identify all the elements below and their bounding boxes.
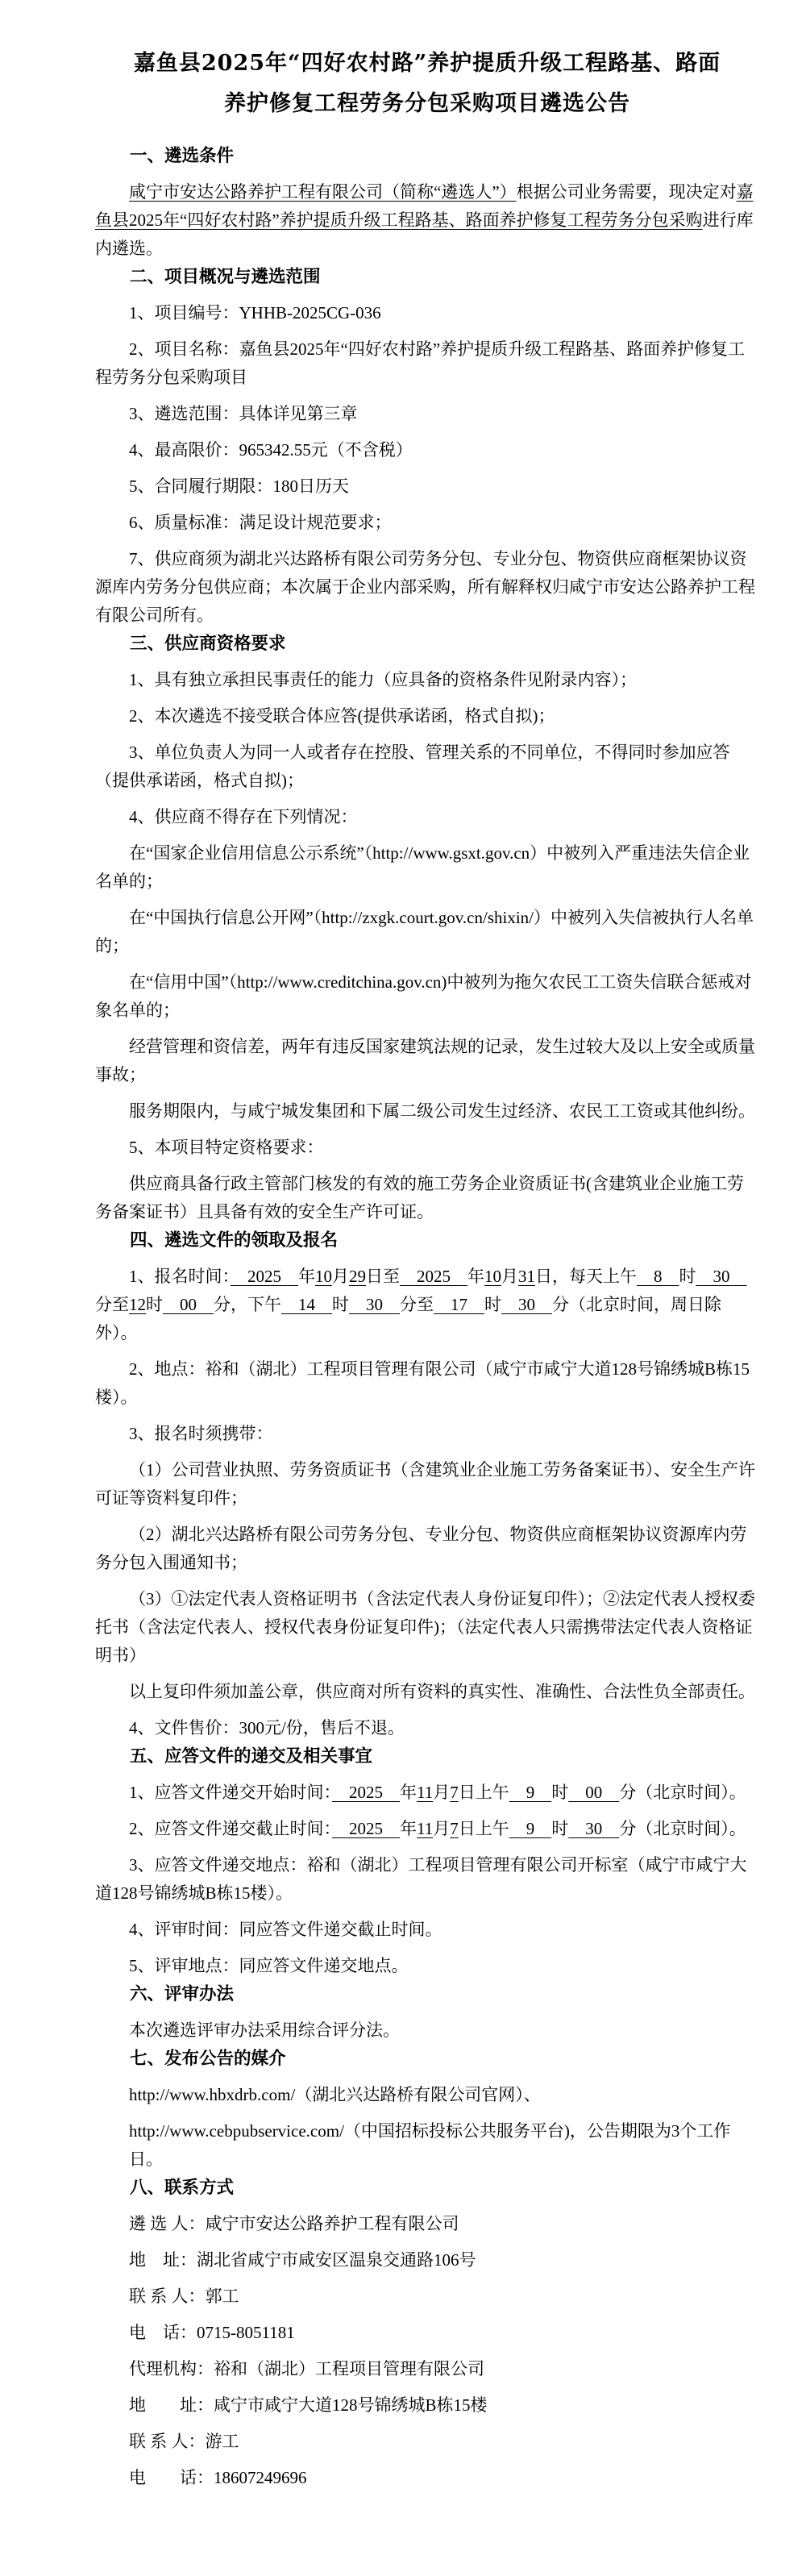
- paragraph: [95, 1355, 759, 1412]
- paragraph: [95, 2016, 759, 2045]
- text-segment: 5、评审地点：同应答文件递交地点。: [129, 1956, 409, 1975]
- paragraph: [95, 2464, 759, 2492]
- text-segment: 2、项目名称：嘉鱼县2025年“四好农村路”养护提质升级工程路基、路面养护修复工程劳务分包采购项目: [95, 339, 746, 387]
- underlined-text: 7: [450, 1783, 459, 1802]
- text-segment: 2、本次遴选不接受联合体应答(提供承诺函，格式自拟)；: [129, 706, 555, 726]
- underlined-text: 30: [568, 1819, 620, 1838]
- paragraph: [95, 1097, 759, 1126]
- text-segment: 日上午: [458, 1783, 509, 1802]
- paragraph: [95, 2428, 759, 2456]
- text-segment: 六、评审办法: [130, 1984, 235, 2004]
- text-segment: 电 话：18607249696: [129, 2468, 307, 2487]
- text-segment: 进行库内遴选。: [95, 210, 754, 258]
- text-segment: 4、供应商不得存在下列情况：: [129, 807, 358, 826]
- text-segment: http://www.cebpubservice.com/（中国招标投标公共服务平台)，公告期限为3个工作日。: [129, 2121, 731, 2169]
- paragraph: [95, 1263, 759, 1347]
- underlined-text: 31: [518, 1267, 535, 1286]
- underlined-text: 30: [501, 1295, 552, 1314]
- paragraph: [95, 839, 759, 896]
- text-segment: 遴 选 人：咸宁市安达公路养护工程有限公司: [129, 2214, 459, 2233]
- text-segment: 电 话：0715-8051181: [129, 2323, 295, 2342]
- paragraph: [129, 2117, 759, 2174]
- underlined-text: 9: [509, 1819, 552, 1838]
- underlined-text: 嘉鱼县2025年“四好农村路”养护提质升级工程路基、路面养护修复工程劳务分包采购: [95, 182, 754, 230]
- document-blocks: [95, 142, 759, 2492]
- underlined-text: 咸宁市安达公路养护工程有限公司（简称“遴选人”）: [129, 182, 517, 202]
- paragraph: [95, 1585, 759, 1670]
- paragraph: [95, 1714, 759, 1742]
- paragraph: [95, 2246, 759, 2274]
- text-segment: 分至: [95, 1295, 129, 1314]
- paragraph: [95, 2210, 759, 2238]
- paragraph: [95, 436, 759, 464]
- text-segment: 5、合同履行期限：180日历天: [129, 476, 349, 496]
- text-segment: 联 系 人：郭工: [129, 2287, 239, 2306]
- section-heading: [95, 2045, 759, 2073]
- underlined-text: 2025: [400, 1267, 467, 1286]
- text-segment: 时: [551, 1819, 569, 1838]
- paragraph: [95, 335, 759, 392]
- paragraph: [95, 1134, 759, 1162]
- text-segment: 日，每天上午: [535, 1267, 637, 1286]
- underlined-text: 14: [281, 1295, 332, 1314]
- section-heading: [95, 2174, 759, 2202]
- section-heading: [95, 1742, 759, 1771]
- paragraph: [95, 178, 759, 263]
- paragraph: [95, 2391, 759, 2420]
- text-segment: 三、供应商资格要求: [130, 634, 286, 654]
- text-segment: 2、应答文件递交截止时间：: [129, 1819, 332, 1838]
- underlined-text: 11: [417, 1819, 434, 1838]
- text-segment: 二、项目概况与遴选范围: [130, 267, 321, 287]
- text-segment: 服务期限内，与咸宁城发集团和下属二级公司发生过经济、农民工工资或其他纠纷。: [129, 1101, 755, 1121]
- text-segment: 五、应答文件的递交及相关事宜: [130, 1746, 373, 1767]
- underlined-text: 00: [568, 1783, 620, 1802]
- underlined-text: 8: [637, 1267, 679, 1286]
- text-segment: 月: [433, 1783, 451, 1802]
- text-segment: 3、报名时须携带：: [129, 1424, 273, 1443]
- paragraph: [95, 803, 759, 831]
- paragraph: [95, 472, 759, 501]
- text-segment: 供应商具备行政主管部门核发的有效的施工劳务企业资质证书(含建筑业企业施工劳务备案证书）且具备有效的安全生产许可证。: [95, 1174, 744, 1221]
- text-segment: 地 址：咸宁市咸宁大道128号锦绣城B栋15楼: [129, 2395, 488, 2415]
- title-line-1: 嘉鱼县2025年“四好农村路”养护提质升级工程路基、路面: [133, 51, 721, 76]
- underlined-text: 2025: [332, 1819, 400, 1838]
- text-segment: 1、报名时间：: [129, 1267, 231, 1286]
- paragraph: [95, 1851, 759, 1908]
- underlined-text: 29: [349, 1267, 366, 1286]
- text-segment: 本次遴选评审办法采用综合评分法。: [129, 2020, 400, 2040]
- paragraph: [95, 1678, 759, 1706]
- text-segment: 1、项目编号：YHHB-2025CG-036: [129, 303, 381, 323]
- text-segment: 一、遴选条件: [130, 146, 235, 166]
- underlined-text: 9: [509, 1783, 552, 1802]
- text-segment: 6、质量标准：满足设计规范要求；: [129, 513, 392, 532]
- paragraph: [95, 1033, 759, 1089]
- title-line-2: 养护修复工程劳务分包采购项目遴选公告: [224, 91, 630, 116]
- section-heading: [95, 142, 759, 170]
- underlined-text: 30: [349, 1295, 400, 1314]
- paragraph: [95, 400, 759, 428]
- text-segment: （1）公司营业执照、劳务资质证书（含建筑业企业施工劳务备案证书）、安全生产许可证等资料复印件；: [95, 1460, 755, 1508]
- underlined-text: 2025: [332, 1783, 400, 1802]
- text-segment: 7、供应商须为湖北兴达路桥有限公司劳务分包、专业分包、物资供应商框架协议资源库内劳务分包供应商；本次属于企业内部采购，所有解释权归咸宁市安达公路养护工程有限公司所有。: [95, 549, 755, 625]
- text-segment: 4、最高限价：965342.55元（不含税）: [129, 440, 413, 460]
- text-segment: （2）湖北兴达路桥有限公司劳务分包、专业分包、物资供应商框架协议资源库内劳务分包入围通知书；: [95, 1525, 747, 1572]
- text-segment: 在“信用中国”（http://www.creditchina.gov.cn)中被列为拖欠农民工工资失信联合惩戒对象名单的；: [95, 972, 752, 1020]
- underlined-text: 12: [129, 1295, 146, 1314]
- text-segment: 年: [400, 1819, 417, 1838]
- text-segment: 年: [467, 1267, 484, 1286]
- section-heading: [95, 1226, 759, 1255]
- underlined-text: 30: [696, 1267, 747, 1286]
- section-heading: [95, 263, 759, 291]
- section-heading: [95, 1980, 759, 2008]
- paragraph: [95, 968, 759, 1025]
- paragraph: [95, 2319, 759, 2347]
- text-segment: 在“中国执行信息公开网”（http://zxgk.court.gov.cn/shixin/）中被列入失信被执行人名单的；: [95, 908, 754, 955]
- text-segment: 4、文件售价：300元/份，售后不退。: [129, 1718, 405, 1737]
- text-segment: （3）①法定代表人资格证明书（含法定代表人身份证复印件）；②法定代表人授权委托书（含法定代表人、授权代表身份证复印件)；（法定代表人只需携带法定代表人资格证明书）: [95, 1589, 755, 1665]
- paragraph: [95, 1952, 759, 1980]
- text-segment: 分，下午: [214, 1295, 281, 1314]
- paragraph: [95, 1815, 759, 1843]
- paragraph: [95, 739, 759, 795]
- paragraph: [95, 1779, 759, 1807]
- text-segment: 八、联系方式: [130, 2178, 235, 2198]
- text-segment: 分至: [400, 1295, 434, 1314]
- text-segment: 代理机构：裕和（湖北）工程项目管理有限公司: [129, 2359, 484, 2378]
- text-segment: 地 址：湖北省咸宁市咸安区温泉交通路106号: [129, 2250, 476, 2270]
- text-segment: 月: [501, 1267, 518, 1286]
- document-title: [95, 44, 759, 124]
- paragraph: [95, 2283, 759, 2311]
- underlined-text: 11: [417, 1783, 434, 1802]
- text-segment: 四、遴选文件的领取及报名: [130, 1230, 339, 1251]
- text-segment: 月: [433, 1819, 451, 1838]
- underlined-text: 17: [434, 1295, 484, 1314]
- paragraph: [95, 1420, 759, 1448]
- paragraph: [95, 545, 759, 630]
- text-segment: 月: [332, 1267, 349, 1286]
- paragraph: [95, 299, 759, 327]
- text-segment: 经营管理和资信差，两年有违反国家建筑法规的记录，发生过较大及以上安全或质量事故；: [95, 1037, 755, 1084]
- text-segment: 4、评审时间：同应答文件递交截止时间。: [129, 1920, 442, 1939]
- underlined-text: 00: [163, 1295, 214, 1314]
- text-segment: 分（北京时间，周日除外）。: [95, 1295, 721, 1342]
- text-segment: 根据公司业务需要，现决定对: [516, 182, 737, 202]
- text-segment: 年: [400, 1783, 417, 1802]
- underlined-text: 10: [484, 1267, 501, 1286]
- text-segment: 5、本项目特定资格要求：: [129, 1138, 324, 1157]
- text-segment: 联 系 人：游工: [129, 2432, 239, 2451]
- text-segment: 1、应答文件递交开始时间：: [129, 1783, 332, 1802]
- text-segment: 时: [551, 1783, 569, 1802]
- underlined-text: 10: [315, 1267, 332, 1286]
- section-heading: [95, 630, 759, 658]
- text-segment: 3、应答文件递交地点：裕和（湖北）工程项目管理有限公司开标室（咸宁市咸宁大道128号锦绣城B栋15楼）。: [95, 1855, 747, 1903]
- paragraph: [95, 1170, 759, 1226]
- paragraph: [95, 1456, 759, 1513]
- text-segment: 日至: [366, 1267, 400, 1286]
- underlined-text: 7: [450, 1819, 459, 1838]
- text-segment: 时: [332, 1295, 349, 1314]
- text-segment: 1、具有独立承担民事责任的能力（应具备的资格条件见附录内容）；: [129, 670, 637, 689]
- paragraph: [95, 1916, 759, 1944]
- paragraph: [95, 904, 759, 960]
- text-segment: 七、发布公告的媒介: [130, 2049, 286, 2069]
- paragraph: [129, 2081, 759, 2109]
- text-segment: 3、单位负责人为同一人或者存在控股、管理关系的不同单位，不得同时参加应答（提供承诺函，格式自拟)；: [95, 743, 730, 790]
- text-segment: 在“国家企业信用信息公示系统”（http://www.gsxt.gov.cn）中被列入严重违法失信企业名单的；: [95, 843, 750, 891]
- text-segment: 分（北京时间）。: [619, 1819, 746, 1838]
- text-segment: 年: [298, 1267, 315, 1286]
- text-segment: 时: [679, 1267, 696, 1286]
- paragraph: [95, 2355, 759, 2383]
- text-segment: 以上复印件须加盖公章，供应商对所有资料的真实性、准确性、合法性负全部责任。: [129, 1682, 755, 1701]
- paragraph: [95, 509, 759, 537]
- text-segment: http://www.hbxdrb.com/（湖北兴达路桥有限公司官网）、: [129, 2085, 541, 2104]
- underlined-text: 2025: [231, 1267, 298, 1286]
- text-segment: 3、遴选范围：具体详见第三章: [129, 404, 358, 423]
- text-segment: 时: [484, 1295, 501, 1314]
- text-segment: 时: [146, 1295, 163, 1314]
- text-segment: 分（北京时间）。: [619, 1783, 746, 1802]
- paragraph: [95, 702, 759, 730]
- paragraph: [95, 666, 759, 694]
- text-segment: 2、地点：裕和（湖北）工程项目管理有限公司（咸宁市咸宁大道128号锦绣城B栋15楼）。: [95, 1359, 750, 1407]
- text-segment: 日上午: [458, 1819, 509, 1838]
- paragraph: [95, 1521, 759, 1577]
